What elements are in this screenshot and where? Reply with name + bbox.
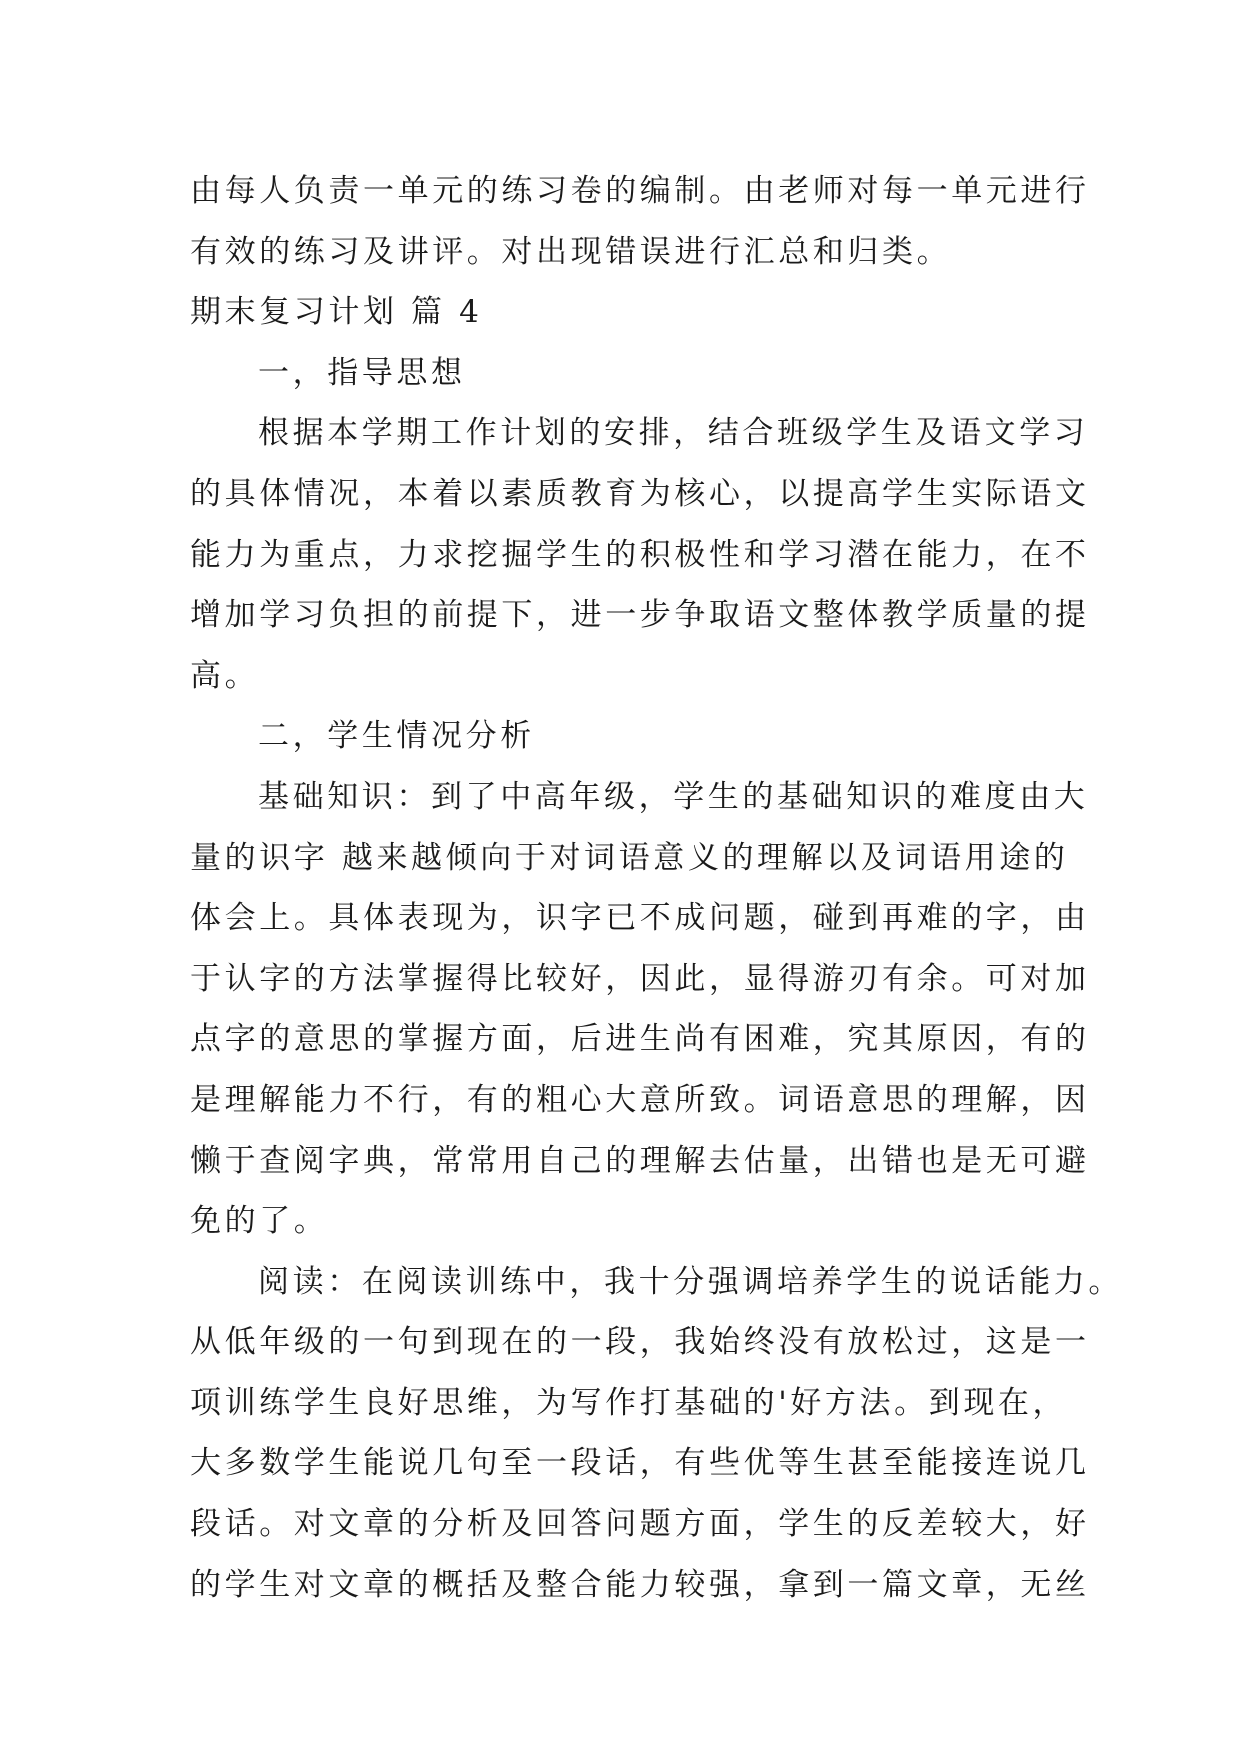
text-line: 阅读：在阅读训练中，我十分强调培养学生的说话能力。 bbox=[258, 1263, 1123, 1300]
text-line: 大多数学生能说几句至一段话，有些优等生甚至能接连说几 bbox=[190, 1445, 1090, 1482]
text-line: 高。 bbox=[190, 657, 260, 694]
text-line: 从低年级的一句到现在的一段，我始终没有放松过，这是一 bbox=[190, 1324, 1090, 1361]
text-line: 是理解能力不行，有的粗心大意所致。词语意思的理解，因 bbox=[190, 1081, 1090, 1118]
text-line: 免的了。 bbox=[190, 1203, 329, 1240]
text-line: 体会上。具体表现为，识字已不成问题，碰到再难的字，由 bbox=[190, 900, 1090, 937]
text-line: 懒于查阅字典，常常用自己的理解去估量，出错也是无可避 bbox=[190, 1142, 1090, 1179]
text-line: 量的识字 越来越倾向于对词语意义的理解以及词语用途的 bbox=[190, 839, 1069, 876]
text-line: 项训练学生良好思维，为写作打基础的'好方法。到现在， bbox=[190, 1384, 1068, 1421]
text-line: 能力为重点，力求挖掘学生的积极性和学习潜在能力，在不 bbox=[190, 536, 1090, 573]
text-line: 增加学习负担的前提下，进一步争取语文整体教学质量的提 bbox=[190, 597, 1090, 634]
text-line: 由每人负责一单元的练习卷的编制。由老师对每一单元进行 bbox=[190, 173, 1090, 209]
text-line: 一，指导思想 bbox=[258, 354, 466, 391]
text-line: 段话。对文章的分析及回答问题方面，学生的反差较大，好 bbox=[190, 1506, 1090, 1543]
text-line: 的具体情况，本着以素质教育为核心，以提高学生实际语文 bbox=[190, 475, 1090, 512]
text-line: 基础知识：到了中高年级，学生的基础知识的难度由大 bbox=[258, 778, 1089, 815]
text-line: 有效的练习及讲评。对出现错误进行汇总和归类。 bbox=[190, 233, 952, 270]
text-line: 点字的意思的掌握方面，后进生尚有困难，究其原因，有的 bbox=[190, 1021, 1090, 1058]
text-line: 根据本学期工作计划的安排，结合班级学生及语文学习 bbox=[258, 415, 1089, 452]
text-line: 期末复习计划 篇 4 bbox=[190, 294, 483, 331]
document-body bbox=[190, 161, 1123, 1615]
text-line: 二，学生情况分析 bbox=[258, 718, 535, 755]
text-line: 于认字的方法掌握得比较好，因此，显得游刃有余。可对加 bbox=[190, 960, 1090, 997]
text-line: 的学生对文章的概括及整合能力较强，拿到一篇文章，无丝 bbox=[190, 1566, 1090, 1603]
